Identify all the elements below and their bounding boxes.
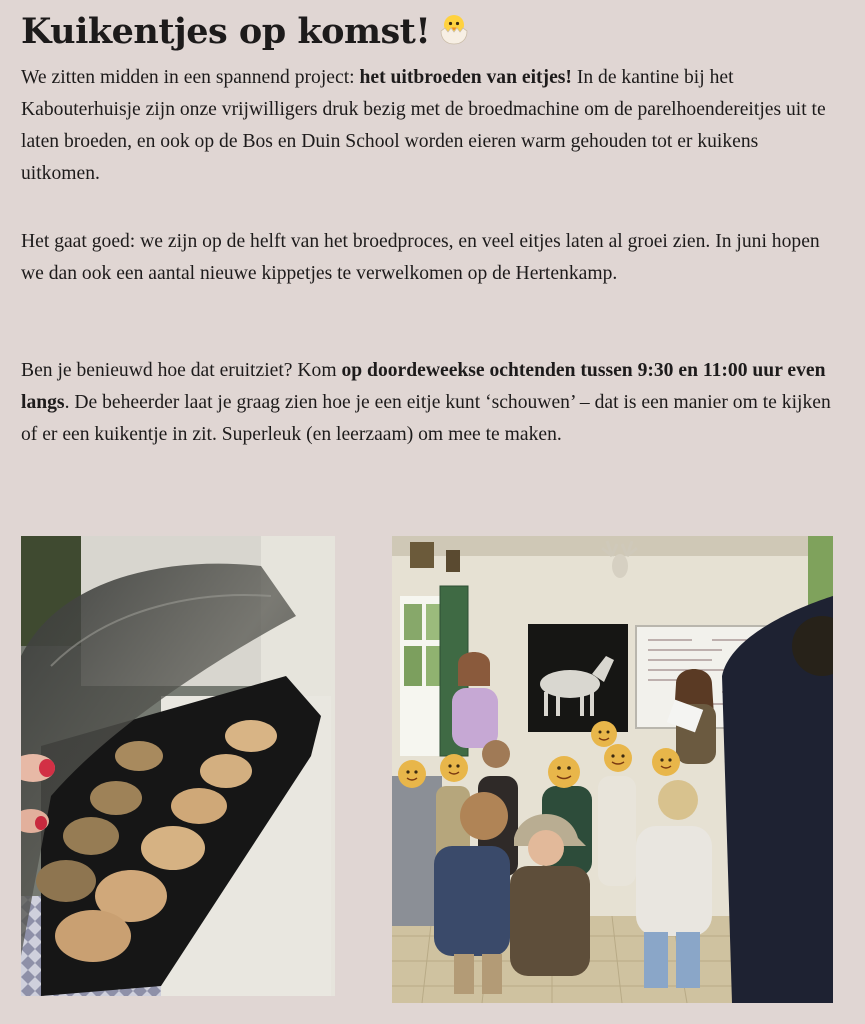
intro-paragraph (21, 62, 841, 190)
classroom-illustration (392, 536, 833, 1003)
incubator-photo (21, 536, 335, 996)
visit-paragraph (21, 355, 841, 451)
intro-text-bold: het uitbroeden van eitjes! (359, 67, 572, 88)
visit-text-bold: op doordeweekse ochtenden tussen 9:30 en 11:00 uur even langs (21, 360, 826, 413)
children-group-photo (392, 536, 833, 1003)
hatching-chick-icon (436, 11, 472, 47)
article-title (21, 8, 472, 56)
visit-text-start: Ben je benieuwd hoe dat eruitziet? Kom (21, 360, 342, 381)
intro-text-end: In de kantine bij het Kabouterhuisje zijn onze vrijwilligers druk bezig met de broedmachine om de parelhoendereitjes uit te laten broeden, en ook op de Bos en Duin School worden eieren warm gehouden tot er kuikens uitkomen. (21, 67, 826, 184)
incubator-illustration (21, 536, 335, 996)
article-title-text: Kuikentjes op komst! (21, 11, 431, 52)
progress-paragraph: Het gaat goed: we zijn op de helft van het broedproces, en veel eitjes laten al groei zien. In juni hopen we dan ook een aantal nieuwe kippetjes te verwelkomen op de Hertenkamp. (21, 231, 820, 284)
intro-text-start: We zitten midden in een spannend project: (21, 67, 360, 88)
visit-text-end: . De beheerder laat je graag zien hoe je een eitje kunt ‘schouwen’ – dat is een manier om te kijken of er een kuikentje in zit. Superleuk (en leerzaam) om mee te maken. (21, 392, 831, 445)
